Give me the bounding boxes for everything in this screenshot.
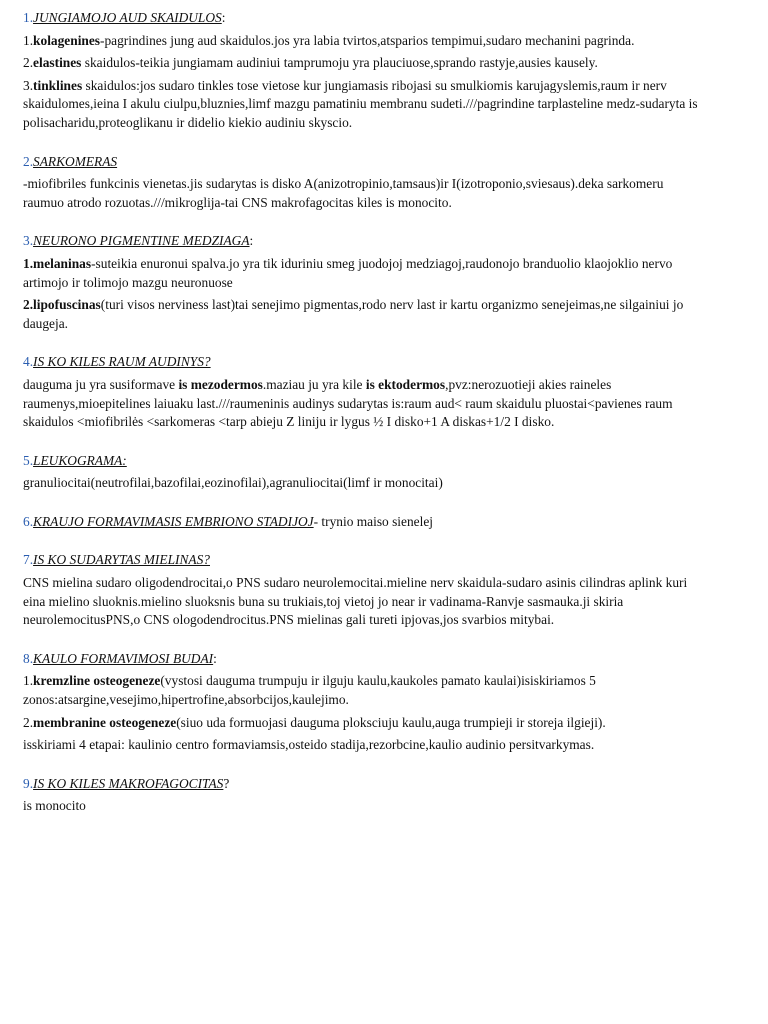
paragraph (23, 255, 699, 292)
para-text: is monocito (23, 798, 86, 814)
section-heading (23, 551, 699, 570)
document-body (23, 9, 699, 816)
para-prefix: 2. (23, 714, 34, 730)
section-heading (23, 153, 699, 172)
para-term: kremzline osteogeneze (33, 673, 161, 689)
section-suffix: : (249, 233, 254, 249)
paragraph (23, 797, 699, 816)
paragraph (23, 376, 699, 432)
para-term: kolagenines (33, 32, 101, 48)
section-suffix: : (221, 10, 226, 25)
section-title: SARKOMERAS (33, 153, 118, 169)
para-term: is ektodermos (365, 376, 446, 392)
para-text: (vystosi dauguma trumpuju ir ilguju kaulu,kaukoles pamato kaulai)isiskiriamos 5 zonos:atsargine,vesejimo,hipertrofine,absorbcijos,kaulejimo. (23, 673, 596, 708)
section-suffix: : (213, 650, 217, 666)
section-suffix: - trynio maiso sienelej (313, 513, 433, 529)
para-prefix: dauguma ju yra susiformave (23, 376, 179, 392)
paragraph (23, 54, 699, 73)
para-term: 2.lipofuscinas (23, 297, 101, 313)
para-term: tinklines (33, 77, 83, 93)
paragraph (23, 77, 699, 133)
para-prefix: 1. (23, 32, 34, 48)
section-number: 3. (23, 233, 34, 249)
section-title: NEURONO PIGMENTINE MEDZIAGA (33, 233, 250, 249)
paragraph (23, 574, 699, 630)
para-term: membranine osteogeneze (33, 714, 177, 730)
section-number: 8. (23, 650, 34, 666)
paragraph (23, 714, 699, 733)
para-prefix: 2. (23, 55, 34, 71)
paragraph (23, 672, 699, 709)
paragraph (23, 736, 699, 755)
para-text: (turi visos nerviness last)tai senejimo pigmentas,rodo nerv last ir kartu organizmo senejeimas,ne silgainiui jo daugeja. (23, 297, 684, 331)
para-text: (siuo uda formuojasi dauguma ploksciuju kaulu,auga trumpieji ir storeja ilgieji). (176, 714, 606, 730)
para-text: skaidulos-teikia jungiamam audiniui tamprumoju yra plauciuose,sprando rastyje,ausies kausely. (81, 55, 598, 71)
para-text: skaidulos:jos sudaro tinkles tose vietose kur jungiamasis ribojasi su smulkiomis karujagyslemis,raum ir nerv skaidulomes,ieina I akulu ciulpu,bluznies,limf mazgu pamatiniu membranu sudeti.///pagrindine tarplasteline medz-sudaryta is polisacharidu,proteoglikanu ir didelio kiekio audiniu skyscio. (23, 77, 698, 130)
paragraph (23, 32, 699, 51)
section-title: JUNGIAMOJO AUD SKAIDULOS (33, 10, 222, 25)
section-heading (23, 452, 699, 471)
section-title: IS KO SUDARYTAS MIELINAS? (33, 552, 210, 568)
section-heading (23, 353, 699, 372)
section-title: KRAUJO FORMAVIMASIS EMBRIONO STADIJOJ (33, 513, 314, 529)
section-heading (23, 775, 699, 794)
para-text: .maziau ju yra kile (262, 376, 366, 392)
para-text: isskiriami 4 etapai: kaulinio centro formaviamsis,osteido stadija,rezorbcine,kaulio audinio persitvarkymas. (23, 737, 595, 753)
section-number: 2. (23, 153, 34, 169)
para-text: ,pvz:nerozuotieji akies raineles raumenys,mioepitelines laiuaku last.///raumeninis audinys sudarytas is:raum aud< raum skaidulu pluostai<pavienes raum skaidulos <miofibrilės <sarkomeras <tarp abieju Z liniju ir lygus ½ I disko+1 A diskas+1/2 I disko. (23, 376, 673, 430)
section-title: LEUKOGRAMA: (33, 452, 127, 468)
section-heading (23, 513, 699, 532)
para-text: -miofibriles funkcinis vienetas.jis sudarytas is disko A(anizotropinio,tamsaus)ir I(izotroponio,sviesaus).deka sarkomeru raumuo atrodo rozuotas.///mikroglija-tai CNS makrofagocitas kiles is monocito. (23, 176, 664, 210)
section-number: 5. (23, 452, 34, 468)
para-term: elastines (33, 55, 82, 71)
section-number: 6. (23, 513, 34, 529)
section-number: 1. (23, 10, 34, 25)
section-title: IS KO KILES RAUM AUDINYS? (33, 354, 211, 370)
para-prefix: 1. (23, 673, 34, 689)
paragraph (23, 474, 699, 493)
section-heading (23, 9, 699, 28)
para-text: granuliocitai(neutrofilai,bazofilai,eozinofilai),agranuliocitai(limf ir monocitai) (23, 475, 443, 491)
para-text: CNS mielina sudaro oligodendrocitai,o PNS sudaro neurolemocitai.mieline nerv skaidula-sudaro asinis cilindras aplink kuri eina mielino sluoknis.mielino sluoksnis buna su trukiais,toj vietoj jo near ir vadinama-Ranvje sasmauka.ji skiria neurolemocitusPNS,o CNS ologodendrocitus.PNS mielinas gali tureti ipjovas,jos svarbios mitybai. (23, 575, 688, 628)
section-title: KAULO FORMAVIMOSI BUDAI (33, 650, 214, 666)
paragraph (23, 175, 699, 212)
para-term: is mezodermos (178, 376, 263, 392)
section-number: 7. (23, 552, 34, 568)
para-term: 1.melaninas (23, 255, 92, 271)
section-number: 4. (23, 354, 34, 370)
section-suffix: ? (223, 775, 230, 791)
para-text: -suteikia enuronui spalva.jo yra tik iduriniu smeg juodojoj medziagoj,raudonojo branduolio klaojoklio nervo artimojo ir tolimojo mazgu neuronuose (23, 255, 673, 290)
section-heading (23, 232, 699, 251)
section-title: IS KO KILES MAKROFAGOCITAS (33, 775, 224, 791)
paragraph (23, 296, 699, 333)
section-number: 9. (23, 775, 34, 791)
para-text: -pagrindines jung aud skaidulos.jos yra labia tvirtos,atsparios tempimui,sudaro mechanini pagrinda. (100, 32, 635, 48)
section-heading (23, 650, 699, 669)
para-prefix: 3. (23, 77, 34, 93)
